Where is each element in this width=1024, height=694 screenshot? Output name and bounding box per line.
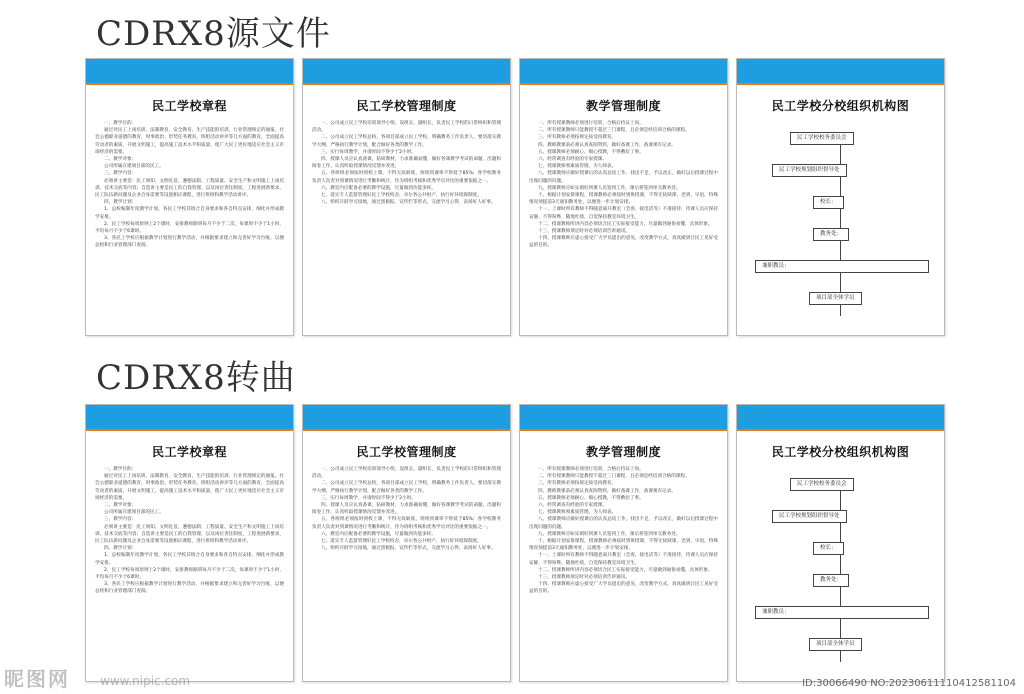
paragraph: 五、授课教师必须耐心、细心授教，不得敷衍了事。: [538, 495, 644, 501]
paragraph: 二、公司成立民工学校总校，各项目部成立民工学校，明确教务工作负责人，要切落实教学大纲，严格执行教学计划，配合做好各类的教学工作。: [312, 135, 501, 148]
paragraph: 通过对民工上岗培训、法制教育、安全教育、生产技能的培训，行业管理规定的通报，社会公德职业道德的教育，时事政治、形势任务教育，班组活动讲评等几方面的教育，全面提高劳动者的素质，开展文明施工，提高施工技术水平和质量，使广大民工更好地适应社会主义市场经济的需要。: [95, 474, 284, 501]
board-header-bar: [520, 59, 727, 85]
paragraph: 三、所有教师必须按规定按受再教育。: [538, 135, 617, 141]
paragraph: 一、教学目的：: [104, 467, 137, 472]
paragraph: 八、授课教师应做好授课后的认真总结工作，找出不足，予以改正，做好以后授课过程中出现问题的问题。: [529, 517, 718, 530]
board-title: 民工学校管理制度: [356, 99, 457, 113]
org-box-committee: 民工学校校务委员会: [790, 478, 854, 491]
board-header-bar: [303, 59, 510, 85]
paragraph: 六、教室内应配备必要的教学设施，尽量做到功能多样。: [321, 531, 436, 537]
paragraph: 必须讲主要是：民工须知、文明礼仪、遵德法制、工程质量、安全生产和文明施工上岗培训、技术交底等内容；自选讲主要是民工的自我管理、以及岗位责任制度，工程进展新要求，民工队伍新问题及企业自身需要等设置相应课程，进行班组和教学活动讲评。: [95, 524, 284, 545]
board-title: 民工学校章程: [151, 445, 227, 459]
paragraph: 七、授课教师须素质管理，为人师表。: [538, 164, 617, 170]
paragraph: 1、总校编制年度教学计划，各民工学校其组合自身要求和各自特点安排、细化并形成教学安排。: [95, 207, 284, 220]
paragraph: 十、根据计划安排课程，授课教师必须按时到班授课，不得无故缺课、迟到、早退，特殊情况须提前3天通知教务处，以便进一步计划安排。: [529, 193, 718, 206]
board-title: 民工学校管理制度: [356, 445, 457, 459]
board-text: [520, 466, 727, 596]
paragraph: 一、公司成立民工学校培训领导小组，设组长、副组长，负责民工学校的日常组织和管理活动。: [312, 467, 501, 480]
board-title: 民工学校章程: [151, 99, 227, 113]
paragraph: 一、所有授课教师必须进行培训，合格后持证上岗。: [538, 121, 644, 126]
watermark-logo: 昵图网: [4, 667, 70, 691]
paragraph: 一、所有授课教师必须进行培训，合格后持证上岗。: [538, 467, 644, 472]
paragraph: 六、教室内应配备必要的教学设施，尽量做到功能多样。: [321, 185, 436, 191]
paragraph: 二、所有授课教师只能教授不超过三门课程，且必须是经培训合格的课程。: [538, 474, 690, 480]
board-management: [302, 404, 511, 682]
paragraph: 八、授课教师应做好授课后的认真总结工作，找出不足，予以改正，做好以后授课过程中出现问题的问题。: [529, 171, 718, 184]
board-org-chart: [736, 404, 945, 682]
section-label-source: CDRX8源文件: [96, 14, 331, 54]
paragraph: 九、授课教师应如实填好到课人员签到工作，课后将签到单交教务处。: [538, 185, 681, 191]
paragraph: 十三、授课教师须定时对必须培训告讲通讯。: [538, 575, 630, 581]
board-title: 教学管理制度: [585, 445, 661, 459]
org-box-committee: 民工学校校务委员会: [790, 132, 854, 145]
board-teaching: [519, 58, 728, 336]
paragraph: 一、教学目的：: [104, 121, 137, 126]
paragraph: 七、落实专人监督管理好民工学校校舍，卓尔各公共财产，执行好环境保制度。: [321, 539, 482, 545]
paragraph: 二、教学对象：: [104, 503, 137, 509]
board-teaching: [519, 404, 728, 682]
org-box-guide: 民工学校规划组织督导处: [772, 510, 847, 523]
paragraph: 八、组织开辟学习园地，通过黑板报、宣传栏等形式，交流学习心得，表扬好人好事。: [321, 546, 496, 552]
org-box-dean: 教务处：: [813, 574, 849, 587]
paragraph: 一、公司成立民工学校培训领导小组，设组长、副组长，负责民工学校的日常组织和管理活动。: [312, 121, 501, 134]
paragraph: 1、总校编制年度教学计划，各民工学校其组合自身要求和各自特点安排、细化并形成教学安排。: [95, 553, 284, 566]
paragraph: 四、教学计划：: [104, 200, 137, 206]
paragraph: 十、根据计划安排课程，授课教师必须按时到班授课，不得无故缺课、迟到、早退，特殊情况须提前3天通知教务处，以便进一步计划安排。: [529, 539, 718, 552]
paragraph: 二、公司成立民工学校总校，各项目部成立民工学校，明确教务工作负责人，要切落实教学大纲，严格执行教学计划，配合做好各类的教学工作。: [312, 481, 501, 494]
paragraph: 2、民工学校每周原则上2个课时，安排教师跟班每月不少于二次，每课时不少于1小时，平均每月不少于6课时。: [95, 221, 284, 235]
paragraph: 四、教师教课前必须认真查阅资料，做好备课工作，备课须有记录。: [538, 142, 676, 148]
paragraph: 五、各班组必须按时到校上课，不得无故缺席，班组到课率不得低于85%；各学校教务负责人负责对到课情况进行考勤和统计，作为班组考核和优秀学员评比的重要依据之一。: [312, 171, 501, 184]
paragraph: 十一、上课时所有教师不得随意离开教室（会客、接电话等）不准接待，待课人员应保持安静，不得喧哗，随地吐痰，自觉保持教室环境卫生。: [529, 207, 718, 220]
board-header-bar: [737, 405, 944, 431]
paragraph: 三、所有教师必须按规定按受再教育。: [538, 481, 617, 487]
paragraph: 四、教师教课前必须认真查阅资料，做好备课工作，备课须有记录。: [538, 488, 676, 494]
paragraph: 六、经常调查有经验的专家授课。: [538, 157, 607, 163]
paragraph: 六、经常调查有经验的专家授课。: [538, 503, 607, 509]
board-title: 教学管理制度: [585, 99, 661, 113]
board-text: [303, 120, 510, 206]
paragraph: 十二、授课教师所讲内容必须切合民工实际接受能力，尽量做到通俗易懂，具体形象。: [538, 567, 713, 573]
paragraph: 五、授课教师必须耐心、细心授教，不得敷衍了事。: [538, 149, 644, 155]
paragraph: 2、民工学校每周原则上2个课时，安排教师跟班每月不少于二次，每课时不少于1小时，平均每月不少于6课时。: [95, 567, 284, 581]
org-chart: [737, 120, 944, 336]
paragraph: 3、各民工学校应根据教学计划进行教学活动，并根据要求建立和完善好学习台账，以便总校和行业管理部门查阅。: [95, 236, 284, 249]
paragraph: 三、教学内容：: [104, 171, 137, 177]
paragraph: 十二、授课教师所讲内容必须切合民工实际接受能力，尽量做到通俗易懂，具体形象。: [538, 221, 713, 227]
paragraph: 三、教学内容：: [104, 517, 137, 523]
paragraph: 二、教学对象：: [104, 157, 137, 163]
paragraph: 四、授课人员应认真备课，钻研教材，力求准确易懂，做好各课教学考试的命题、出题和阅卷工作，认真听取授课情况反馈并改进。: [312, 157, 501, 170]
watermark-id: ID:30066490 NO:20230611110412581104: [802, 678, 1016, 689]
board-header-bar: [86, 59, 293, 85]
paragraph: 三、实行每周教学，并请时间不得少于2小时。: [321, 495, 416, 501]
watermark-site: www.nipic.com: [100, 674, 191, 688]
paragraph: 十一、上课时所有教师不得随意离开教室（会客、接电话等）不准接待，待课人员应保持安静，不得喧哗，随地吐痰，自觉保持教室环境卫生。: [529, 553, 718, 566]
paragraph: 十三、授课教师须定时对必须培训告讲通讯。: [538, 229, 630, 235]
board-header-bar: [303, 405, 510, 431]
org-box-teachers: 兼职教员：: [755, 260, 929, 273]
org-box-guide: 民工学校规划组织督导处: [772, 164, 847, 177]
org-box-principal: 校长：: [813, 542, 844, 555]
board-title: 民工学校分校组织机构图: [771, 445, 910, 459]
paragraph: 十四、授课教师应虚心接受广大学员提出的意见，改变教学方式，真真做到让民工见好受益的目的。: [529, 582, 718, 595]
paragraph: 四、授课人员应认真备课，钻研教材，力求准确易懂，做好各课教学考试的命题、出题和阅卷工作，认真听取授课情况反馈并改进。: [312, 503, 501, 516]
board-text: [303, 466, 510, 552]
paragraph: 四、教学计划：: [104, 546, 137, 552]
board-org-chart: [736, 58, 945, 336]
paragraph: 3、各民工学校应根据教学计划进行教学活动，并根据要求建立和完善好学习台账，以便总校和行业管理部门查阅。: [95, 582, 284, 595]
board-header-bar: [86, 405, 293, 431]
paragraph: 五、各班组必须按时到校上课，不得无故缺席，班组到课率不得低于85%；各学校教务负责人负责对到课情况进行考勤和统计，作为班组考核和优秀学员评比的重要依据之一。: [312, 517, 501, 530]
section-label-curves: CDRX8转曲: [96, 358, 296, 398]
org-chart: [737, 466, 944, 682]
board-text: [86, 120, 293, 250]
board-header-bar: [520, 405, 727, 431]
board-text: [520, 120, 727, 250]
paragraph: 七、落实专人监督管理好民工学校校舍，卓尔各公共财产，执行好环境保制度。: [321, 193, 482, 199]
paragraph: 七、授课教师须素质管理，为人师表。: [538, 510, 617, 516]
paragraph: 十四、授课教师应虚心接受广大学员提出的意见，改变教学方式，真真做到让民工见好受益的目的。: [529, 236, 718, 249]
board-text: [86, 466, 293, 596]
paragraph: 八、组织开辟学习园地，通过黑板报、宣传栏等形式，交流学习心得，表扬好人好事。: [321, 200, 496, 206]
board-header-bar: [737, 59, 944, 85]
board-charter: [85, 404, 294, 682]
paragraph: 公司所属在建项目部的民工。: [104, 164, 164, 170]
board-charter: [85, 58, 294, 336]
board-management: [302, 58, 511, 336]
paragraph: 九、授课教师应如实填好到课人员签到工作，课后将签到单交教务处。: [538, 531, 681, 537]
org-box-staff: 项目部全体学员: [809, 292, 862, 305]
org-box-dean: 教务处：: [813, 228, 849, 241]
board-title: 民工学校分校组织机构图: [771, 99, 910, 113]
paragraph: 三、实行每周教学，并请时间不得少于2小时。: [321, 149, 416, 155]
org-box-principal: 校长：: [813, 196, 844, 209]
paragraph: 通过对民工上岗培训、法制教育、安全教育、生产技能的培训，行业管理规定的通报，社会公德职业道德的教育，时事政治、形势任务教育，班组活动讲评等几方面的教育，全面提高劳动者的素质，开展文明施工，提高施工技术水平和质量，使广大民工更好地适应社会主义市场经济的需要。: [95, 128, 284, 155]
org-box-teachers: 兼职教员：: [755, 606, 929, 619]
org-box-staff: 项目部全体学员: [809, 638, 862, 651]
paragraph: 二、所有授课教师只能教授不超过三门课程，且必须是经培训合格的课程。: [538, 128, 690, 134]
paragraph: 必须讲主要是：民工须知、文明礼仪、遵德法制、工程质量、安全生产和文明施工上岗培训、技术交底等内容；自选讲主要是民工的自我管理、以及岗位责任制度，工程进展新要求，民工队伍新问题及企业自身需要等设置相应课程，进行班组和教学活动讲评。: [95, 178, 284, 199]
paragraph: 公司所属在建项目部的民工。: [104, 510, 164, 516]
